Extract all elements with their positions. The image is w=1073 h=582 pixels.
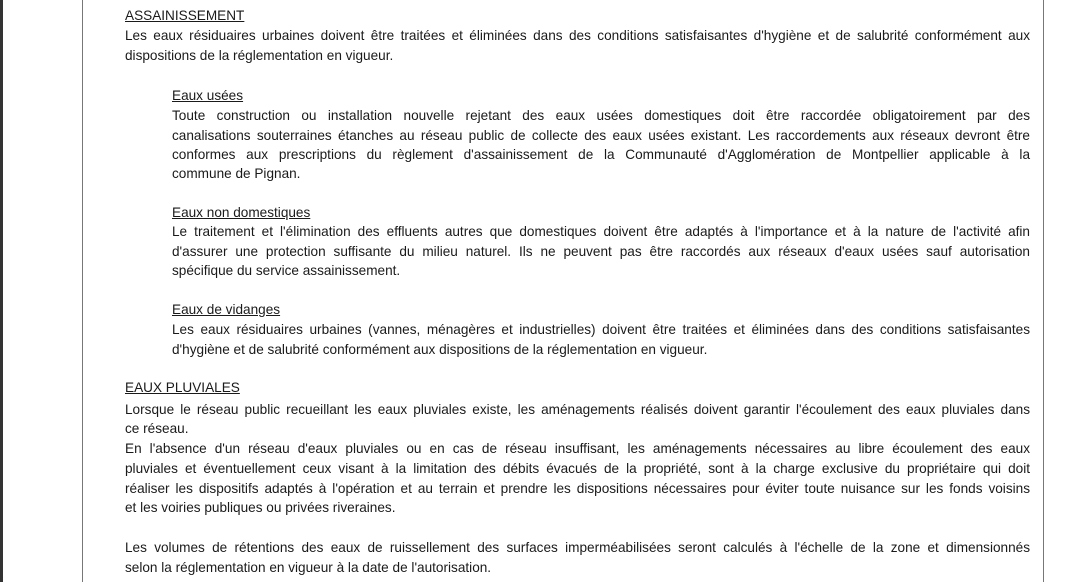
paragraph-line: et les voiries publiques ou privées riveraines. (125, 500, 396, 515)
subheading-eaux-de-vidanges: Eaux de vidanges (172, 302, 281, 317)
window-edge (0, 0, 3, 582)
paragraph-line: selon la réglementation en vigueur à la date de l'autorisation. (125, 560, 492, 575)
paragraph-line: Les volumes de rétentions des eaux de ruissellement des surfaces imperméabilisées seront calculés à l'échelle de la zone et dimensionnés (125, 540, 1030, 555)
paragraph-line: ce réseau. (125, 421, 189, 436)
paragraph-line: Les eaux résiduaires urbaines doivent être traitées et éliminées dans des conditions satisfaisantes d'hygiène et de salubrité conformément aux (125, 28, 1030, 43)
subheading-eaux-non-domestiques: Eaux non domestiques (172, 205, 311, 220)
paragraph-line: spécifique du service assainissement. (172, 263, 401, 278)
paragraph-line: Le traitement et l'élimination des effluents autres que domestiques doivent être adaptés à l'importance et à la nature de l'activité afin (172, 224, 1030, 239)
paragraph-line: Les eaux résiduaires urbaines (vannes, ménagères et industrielles) doivent être traitées et éliminées dans des conditions satisfaisantes (172, 322, 1030, 337)
section-heading-eaux-pluviales: EAUX PLUVIALES (125, 380, 240, 395)
paragraph-line: réaliser les dispositifs adaptés à l'opération et au terrain et prendre les dispositions nécessaires pour éviter toute nuisance sur les fonds voisins (125, 481, 1030, 496)
paragraph-line: pluviales et éventuellement ceux visant à la limitation des débits évacués de la propriété, sont à la charge exclusive du propriétaire qui doit (125, 461, 1030, 476)
paragraph-line: canalisations souterraines étanches au réseau public de collecte des eaux usées existant. Les raccordements aux réseaux devront être (172, 128, 1030, 143)
paragraph-line: commune de Pignan. (172, 166, 301, 181)
paragraph-line: dispositions de la réglementation en vigueur. (125, 48, 394, 63)
paragraph-line: d'hygiène et de salubrité conformément aux dispositions de la réglementation en vigueur. (172, 342, 708, 357)
subheading-eaux-usees: Eaux usées (172, 88, 244, 103)
paragraph-line: d'assurer une protection suffisante du milieu naturel. Ils ne peuvent pas être raccordés aux réseaux d'eaux usées sauf autorisation (172, 244, 1030, 259)
section-heading-assainissement: ASSAINISSEMENT (125, 8, 245, 23)
page-border-right (1043, 0, 1044, 582)
page-border-left (82, 0, 83, 582)
paragraph-line: Toute construction ou installation nouvelle rejetant des eaux usées domestiques doit être raccordée obligatoirement par des (172, 108, 1030, 123)
paragraph-line: En l'absence d'un réseau d'eaux pluviales ou en cas de réseau insuffisant, les aménagements nécessaires au libre écoulement des eaux (125, 441, 1030, 456)
paragraph-line: Lorsque le réseau public recueillant les eaux pluviales existe, les aménagements réalisés doivent garantir l'écoulement des eaux pluviales dans (125, 402, 1030, 417)
paragraph-line: conformes aux prescriptions du règlement d'assainissement de la Communauté d'Agglomération de Montpellier applicable à la (172, 147, 1030, 162)
